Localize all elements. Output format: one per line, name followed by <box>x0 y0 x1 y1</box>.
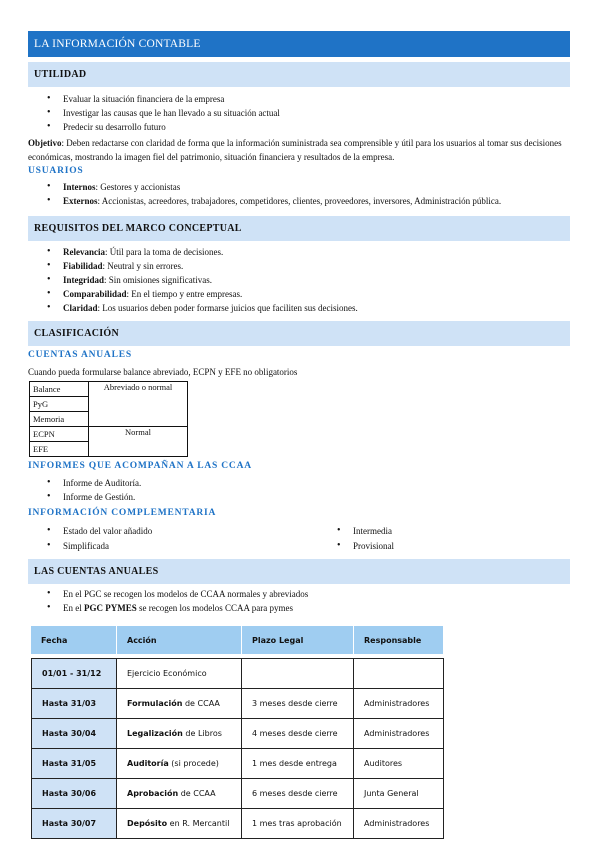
calendar-table <box>31 626 444 839</box>
table-row: Hasta 30/07 Depósito en R. Mercantil 1 mes tras aprobación Administradores <box>31 809 444 839</box>
informes-subheading: INFORMES QUE ACOMPAÑAN A LAS CCAA <box>28 461 252 471</box>
cuentas-table <box>29 381 188 457</box>
table-cell: Memoria <box>30 412 89 427</box>
table-cell: Balance <box>30 382 89 397</box>
column-header: Acción <box>117 626 242 654</box>
table-row: Hasta 31/03 Formulación de CCAA 3 meses desde cierre Administradores <box>31 689 444 719</box>
table-cell: EFE <box>30 442 89 457</box>
table-cell: Normal <box>89 427 188 457</box>
objetivo-paragraph <box>28 136 573 164</box>
complementaria-subheading: INFORMACIÓN COMPLEMENTARIA <box>28 508 217 518</box>
document-title: LA INFORMACIÓN CONTABLE <box>28 31 570 57</box>
column-header: Responsable <box>354 626 444 654</box>
section-cuentas-anuales-header: LAS CUENTAS ANUALES <box>28 559 570 584</box>
table-row: Hasta 30/04 Legalización de Libros 4 meses desde cierre Administradores <box>31 719 444 749</box>
table-cell: PyG <box>30 397 89 412</box>
table-row: Hasta 30/06 Aprobación de CCAA 6 meses desde cierre Junta General <box>31 779 444 809</box>
table-row: 01/01 - 31/12 Ejercicio Económico <box>31 658 444 689</box>
table-cell: ECPN <box>30 427 89 442</box>
table-header-row <box>31 626 444 654</box>
column-header: Fecha <box>31 626 117 654</box>
table-row: Hasta 31/05 Auditoría (si procede) 1 mes desde entrega Auditores <box>31 749 444 779</box>
section-utilidad-header: UTILIDAD <box>28 62 570 87</box>
column-header: Plazo Legal <box>242 626 354 654</box>
document-page: LA INFORMACIÓN CONTABLE UTILIDAD Evaluar la situación financiera de la empresa Investigar las causas que le han llevado a su situación actual Predecir su desarrollo futuro Objetivo: Deben redactarse con claridad de forma que la información suministrada sea comprensible y útil para los usuarios al tomar sus decisiones económicas, mostrando la imagen fiel del patrimonio, situación financiera y resultados de la empresa. USUARIOS Internos: Gestores y accionistas Externos: Accionistas, acreedores, trabajadores, competidores, clientes, proveedores, inversores, Administración pública. REQUISITOS DEL MARCO CONCEPTUAL Relevancia: Útil para la toma de decisiones. Fiabilidad: Neutral y sin errores. Integridad: Sin omisiones significativas. Comparabilidad: En el tiempo y entre empresas. Claridad: Los usuarios deben poder formarse juicios que faciliten sus decisiones. CLASIFICACIÓN CUENTAS ANUALES Cuando pueda formularse balance abreviado, ECPN y EFE no obligatorios Balance Abreviado o normal PyG Memoria ECPN Normal EFE INFORMES QUE ACOMPAÑAN A LAS CCAA Informe de Auditoría. Informe de Gestión. INFORMACIÓN COMPLEMENTARIA Estado del valor añadido Simplificada Intermedia Provisional LAS CUENTAS ANUALES En el PGC se recogen los modelos de CCAA normales y abreviados En el PGC PYMES se recogen los modelos CCAA para pymes Fecha Acción Plazo Legal Responsable 01/01 - 31/12 Ejercicio Económico Hasta 31/03 Formulación de CCAA 3 meses desde cierre Administradores Hasta 30/04 Legalización de Libros 4 meses desde cierre Administradores Hasta 31/05 Auditoría (si procede) 1 mes desde entrega Auditores Hasta 30/06 Aprobación de CCAA 6 meses desde cierre Junta General Hasta 30/07 Depósito en R. Mercantil 1 mes tras aprobación Administradores <box>0 0 600 848</box>
objetivo-label: Objetivo <box>28 138 62 148</box>
cuentas-anuales-note: Cuando pueda formularse balance abreviado, ECPN y EFE no obligatorios <box>28 367 298 377</box>
usuarios-heading: USUARIOS <box>28 166 84 176</box>
section-requisitos-header: REQUISITOS DEL MARCO CONCEPTUAL <box>28 216 570 241</box>
section-clasificacion-header: CLASIFICACIÓN <box>28 321 570 346</box>
cuentas-anuales-subheading: CUENTAS ANUALES <box>28 350 132 360</box>
table-cell: Abreviado o normal <box>89 382 188 427</box>
objetivo-text: : Deben redactarse con claridad de forma que la información suministrada sea comprensible y útil para los usuarios al tomar sus decisiones económicas, mostrando la imagen fiel del patrimonio, situación financiera y resultados de la empresa. <box>28 138 562 162</box>
